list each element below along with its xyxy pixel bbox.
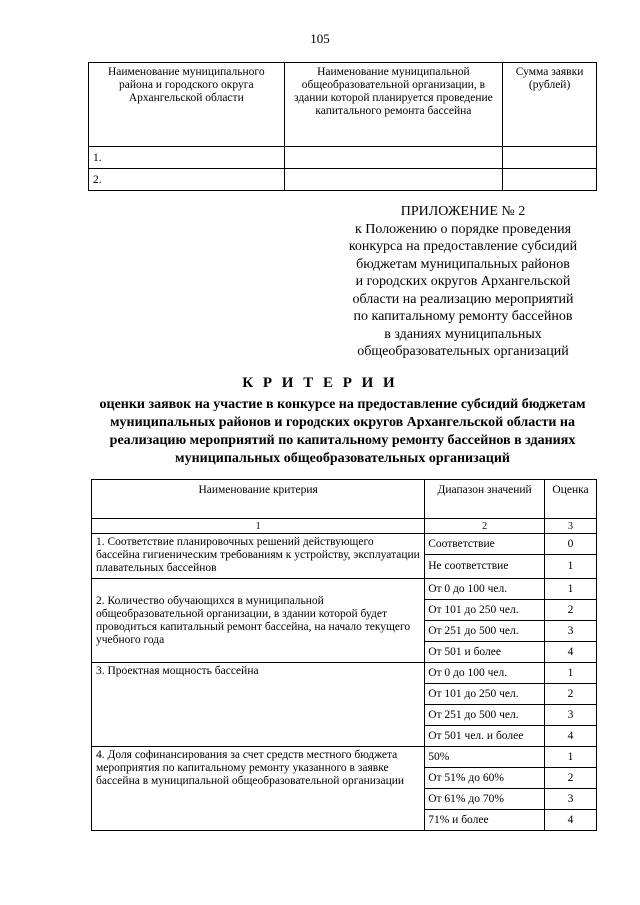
- table-row: [92, 534, 597, 555]
- criteria-subtitle: оценки заявок на участие в конкурсе на предоставление субсидий бюджетам муниципальных районов и городских округов Архангельской области на реализацию мероприятий по капитальному ремонту бассейнов в зданиях муниципальных общеобразовательных организаций: [99, 397, 586, 466]
- column-numbers-row: [92, 519, 597, 534]
- criteria-table: [91, 479, 597, 831]
- range-value: От 101 до 250 чел.: [425, 684, 545, 705]
- criteria-table-header: [92, 480, 597, 519]
- appendix-title: ПРИЛОЖЕНИЕ № 2: [400, 204, 526, 219]
- application-table: [88, 62, 597, 191]
- range-value: 71% и более: [425, 810, 545, 831]
- row-number: 2.: [89, 169, 285, 191]
- score-value: 1: [545, 747, 597, 768]
- criteria-title: К Р И Т Е Р И И: [242, 375, 398, 391]
- header-organization: Наименование муниципальной общеобразовательной организации, в здании которой планируется проведение капитального ремонта бассейна: [284, 63, 503, 147]
- table-row: [92, 579, 597, 600]
- header-criterion: Наименование критерия: [92, 480, 425, 519]
- application-table-header: [89, 63, 597, 147]
- appendix-line: к Положению о порядке проведения: [354, 221, 572, 237]
- range-value: Не соответствие: [425, 555, 545, 579]
- score-value: 0: [545, 534, 597, 555]
- range-value: 50%: [425, 747, 545, 768]
- header-amount: Сумма заявки (рублей): [503, 63, 597, 147]
- appendix-line: по капитальному ремонту бассейнов: [353, 309, 573, 324]
- appendix-line: общеобразовательных организаций: [357, 344, 569, 359]
- range-value: Соответствие: [425, 534, 545, 555]
- appendix-block: [330, 203, 596, 361]
- header-range: Диапазон значений: [425, 480, 545, 519]
- header-score: Оценка: [545, 480, 597, 519]
- criterion-name: 4. Доля софинансирования за счет средств местного бюджета мероприятия по капитальному ремонту указанного в заявке бассейна в муниципальной общеобразовательной организации: [92, 747, 425, 831]
- column-number: 3: [545, 519, 597, 534]
- criterion-name: 1. Соответствие планировочных решений действующего бассейна гигиеническим требованиям к устройству, эксплуатации плавательных бассейнов: [92, 534, 425, 579]
- range-value: От 0 до 100 чел.: [425, 579, 545, 600]
- range-value: От 0 до 100 чел.: [425, 663, 545, 684]
- score-value: 1: [545, 555, 597, 579]
- table-row: [92, 663, 597, 684]
- table-row: [89, 147, 597, 169]
- range-value: От 501 чел. и более: [425, 726, 545, 747]
- range-value: От 251 до 500 чел.: [425, 705, 545, 726]
- score-value: 3: [545, 621, 597, 642]
- appendix-line: бюджетам муниципальных районов: [356, 256, 570, 272]
- score-value: 4: [545, 642, 597, 663]
- column-number: 2: [425, 519, 545, 534]
- range-value: От 251 до 500 чел.: [425, 621, 545, 642]
- score-value: 3: [545, 789, 597, 810]
- score-value: 2: [545, 768, 597, 789]
- appendix-line: и городских округов Архангельской: [355, 274, 571, 289]
- score-value: 4: [545, 810, 597, 831]
- score-value: 1: [545, 579, 597, 600]
- column-number: 1: [92, 519, 425, 534]
- score-value: 1: [545, 663, 597, 684]
- score-value: 4: [545, 726, 597, 747]
- range-value: От 51% до 60%: [425, 768, 545, 789]
- table-row: [92, 747, 597, 768]
- score-value: 2: [545, 600, 597, 621]
- page-number: 105: [310, 31, 330, 46]
- range-value: От 61% до 70%: [425, 789, 545, 810]
- table-row: [89, 169, 597, 191]
- appendix-line: конкурса на предоставление субсидий: [348, 239, 578, 254]
- row-number: 1.: [89, 147, 285, 169]
- appendix-line: области на реализацию мероприятий: [352, 291, 574, 307]
- range-value: От 101 до 250 чел.: [425, 600, 545, 621]
- criterion-name: 3. Проектная мощность бассейна: [92, 663, 425, 747]
- score-value: 2: [545, 684, 597, 705]
- appendix-line: в зданиях муниципальных: [384, 326, 542, 342]
- score-value: 3: [545, 705, 597, 726]
- header-municipality: Наименование муниципального района и городского округа Архангельской области: [89, 63, 285, 147]
- range-value: От 501 и более: [425, 642, 545, 663]
- criterion-name: 2. Количество обучающихся в муниципальной общеобразовательной организации, в здании которой будет проводиться капитальный ремонт бассейна, на начало текущего учебного года: [92, 579, 425, 663]
